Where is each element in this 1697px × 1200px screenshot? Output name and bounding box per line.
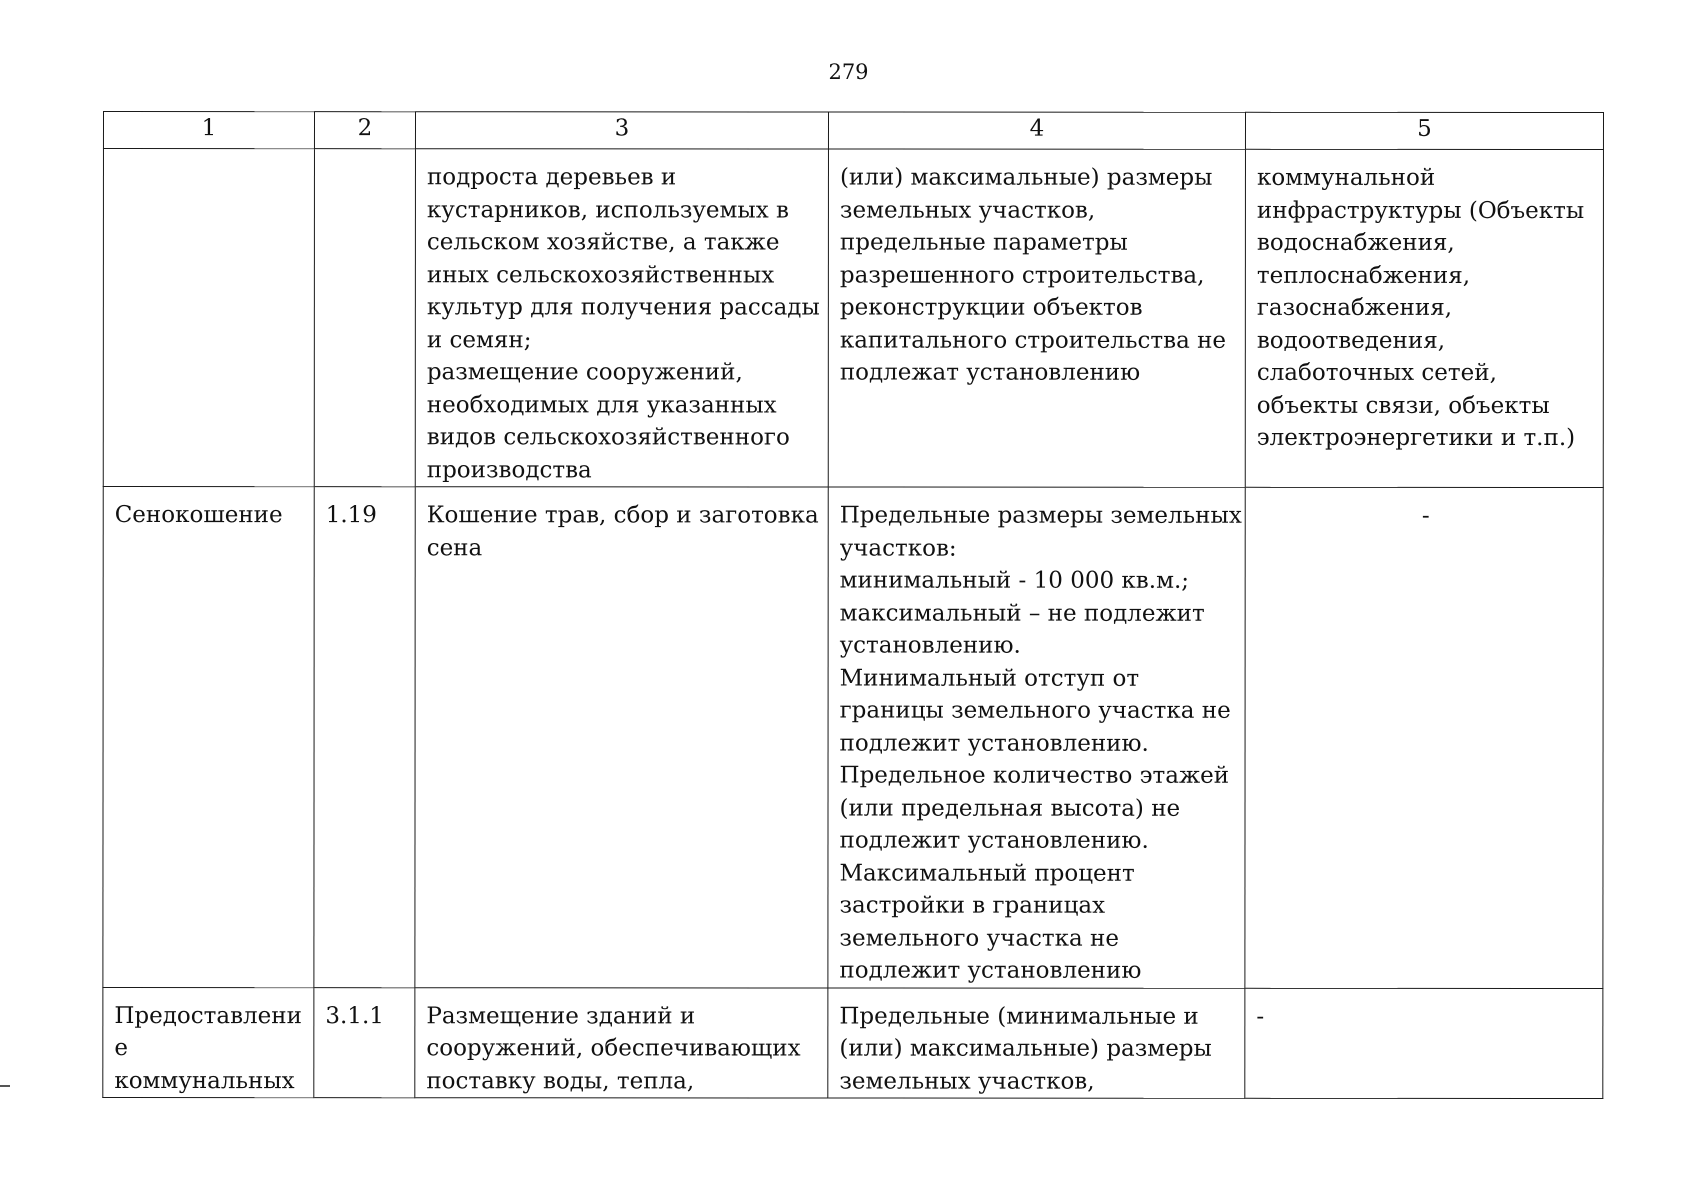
cell-text-line: теплоснабжения, bbox=[1256, 262, 1471, 289]
column-header-5: 5 bbox=[1245, 112, 1603, 149]
cell-text-line: 1.19 bbox=[325, 502, 377, 529]
cell-text-line: участков: bbox=[839, 535, 957, 562]
cell-text-line: размещение сооружений, bbox=[426, 359, 743, 386]
cell-text-line: предельные параметры bbox=[839, 229, 1128, 256]
table-row bbox=[103, 149, 1603, 488]
land-use-name-cell bbox=[103, 987, 314, 1098]
notes-cell bbox=[1245, 988, 1603, 1099]
land-use-name-cell bbox=[103, 149, 314, 487]
cell-text-line: минимальный - 10 000 кв.м.; bbox=[839, 567, 1190, 594]
parameters-cell bbox=[828, 988, 1245, 1099]
cell-text-line: Максимальный процент bbox=[839, 860, 1135, 887]
cell-text-line: земельных участков, bbox=[839, 1068, 1095, 1095]
cell-text-line: культур для получения рассады bbox=[426, 294, 820, 321]
cell-text-line: водоснабжения, bbox=[1256, 229, 1455, 256]
cell-text-line: Размещение зданий и bbox=[426, 1002, 696, 1029]
cell-text-line: е bbox=[114, 1035, 128, 1062]
table-row bbox=[103, 487, 1603, 989]
land-use-table bbox=[102, 111, 1604, 1099]
cell-text-line: земельных участков, bbox=[839, 197, 1096, 224]
cell-text-line: сооружений, обеспечивающих bbox=[426, 1035, 801, 1062]
cell-text-line: подроста деревьев и bbox=[426, 164, 677, 191]
cell-text-line: подлежат установлению bbox=[839, 359, 1141, 386]
cell-text-line: электроэнергетики и т.п.) bbox=[1256, 424, 1576, 452]
cell-text-line: подлежит установлению bbox=[839, 957, 1142, 984]
cell-text-line: - bbox=[1421, 502, 1430, 529]
page-number: 279 bbox=[828, 60, 869, 84]
margin-mark bbox=[0, 1085, 10, 1087]
cell-text-line: (или) максимальные) размеры bbox=[839, 1035, 1212, 1062]
cell-text-line: коммунальных bbox=[114, 1067, 295, 1094]
cell-text-line: капитального строительства не bbox=[839, 327, 1227, 354]
cell-text-line: коммунальной bbox=[1256, 164, 1436, 191]
cell-text-line: реконструкции объектов bbox=[839, 294, 1143, 321]
cell-text-line: сельском хозяйстве, а также bbox=[426, 229, 780, 256]
land-use-code-cell bbox=[314, 987, 415, 1098]
column-header-1: 1 bbox=[103, 112, 314, 149]
cell-text-line: подлежит установлению. bbox=[839, 730, 1149, 757]
cell-text-line: 3.1.1 bbox=[325, 1002, 384, 1029]
column-header-2: 2 bbox=[314, 112, 415, 149]
cell-text-line: иных сельскохозяйственных bbox=[426, 261, 775, 288]
cell-text-line: границы земельного участка не bbox=[839, 697, 1231, 724]
cell-text-line: максимальный – не подлежит bbox=[839, 600, 1205, 627]
column-header-4: 4 bbox=[828, 112, 1245, 149]
cell-text-line: производства bbox=[426, 456, 592, 483]
cell-text-line: видов сельскохозяйственного bbox=[426, 424, 790, 451]
cell-text-line: водоотведения, bbox=[1256, 327, 1446, 354]
cell-text-line: застройки в границах bbox=[839, 892, 1106, 919]
cell-text-line: - bbox=[1256, 1003, 1265, 1030]
cell-text-line: Сенокошение bbox=[114, 502, 283, 529]
cell-text-line: поставку воды, тепла, bbox=[426, 1067, 695, 1094]
cell-text-line: объекты связи, объекты bbox=[1256, 392, 1550, 419]
cell-text-line: земельного участка не bbox=[839, 925, 1120, 952]
land-use-description-cell bbox=[415, 987, 828, 1098]
column-header-3: 3 bbox=[415, 112, 828, 149]
table-row bbox=[103, 987, 1603, 1099]
cell-text-line: Предельные (минимальные и bbox=[839, 1003, 1199, 1030]
parameters-cell bbox=[828, 487, 1245, 988]
cell-text-line: разрешенного строительства, bbox=[839, 262, 1205, 289]
land-use-description-cell bbox=[415, 149, 828, 487]
cell-text-line: слаботочных сетей, bbox=[1256, 359, 1497, 386]
cell-text-line: газоснабжения, bbox=[1256, 294, 1453, 321]
cell-text-line: подлежит установлению. bbox=[839, 827, 1149, 854]
parameters-cell bbox=[828, 149, 1245, 487]
cell-text-line: установлению. bbox=[839, 632, 1021, 659]
cell-text-line: (или предельная высота) не bbox=[839, 795, 1181, 822]
cell-text-line: необходимых для указанных bbox=[426, 391, 777, 418]
land-use-name-cell bbox=[103, 487, 314, 988]
cell-text-line: инфраструктуры (Объекты bbox=[1256, 197, 1585, 224]
cell-text-line: (или) максимальные) размеры bbox=[839, 164, 1213, 191]
notes-cell bbox=[1245, 149, 1603, 487]
land-use-code-cell bbox=[314, 487, 415, 988]
cell-text-line: Предоставлени bbox=[114, 1002, 302, 1029]
table-header-row bbox=[103, 112, 1603, 150]
land-use-code-cell bbox=[314, 149, 415, 487]
notes-cell bbox=[1245, 487, 1603, 988]
cell-text-line: сена bbox=[426, 534, 483, 561]
cell-text-line: кустарников, используемых в bbox=[426, 196, 789, 223]
cell-text-line: Минимальный отступ от bbox=[839, 665, 1140, 692]
land-use-description-cell bbox=[415, 487, 828, 988]
cell-text-line: Предельные размеры земельных bbox=[839, 502, 1242, 529]
cell-text-line: и семян; bbox=[426, 326, 532, 353]
cell-text-line: Кошение трав, сбор и заготовка bbox=[426, 502, 819, 529]
cell-text-line: Предельное количество этажей bbox=[839, 762, 1230, 789]
